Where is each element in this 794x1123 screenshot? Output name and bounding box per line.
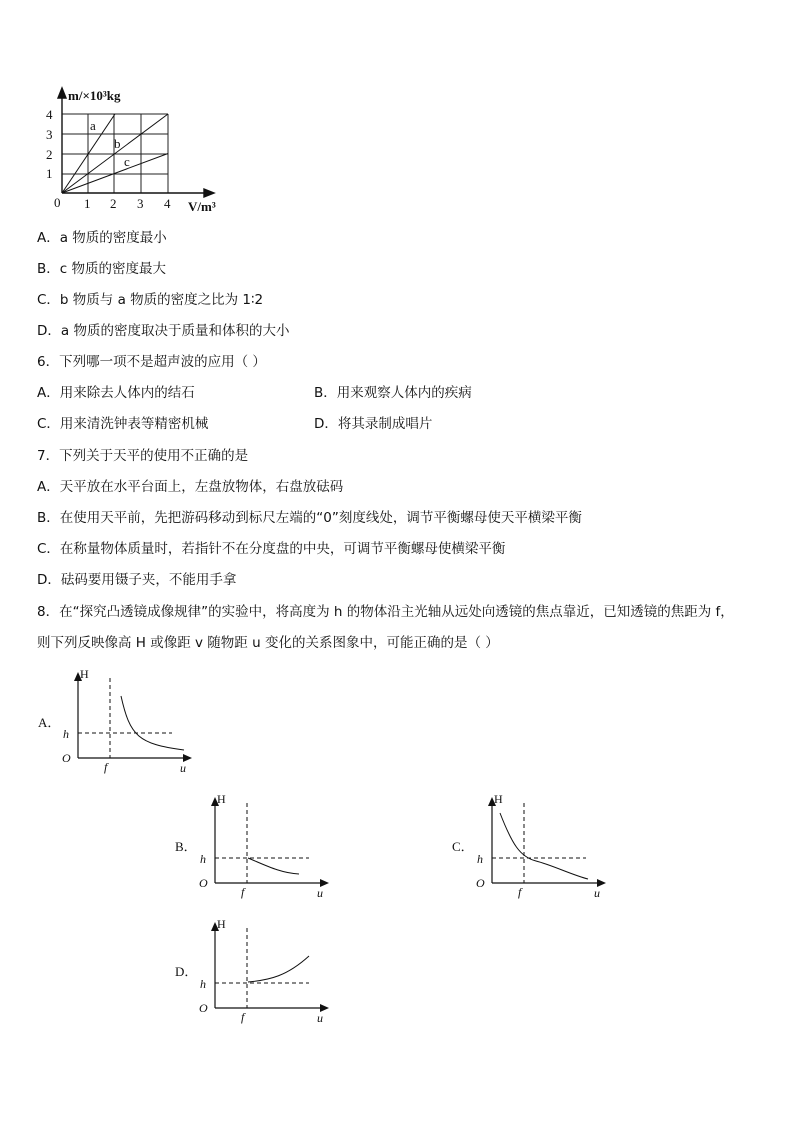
line-label-b: b — [114, 136, 121, 151]
graph-b-label: B． — [175, 839, 197, 854]
h-mark: h — [477, 852, 483, 866]
q7-option-d: D．砝码要用镊子夹，不能用手拿 — [37, 572, 237, 588]
axis-x-label: u — [594, 886, 600, 900]
line-label-c: c — [124, 154, 130, 169]
graph-c-label: C． — [452, 839, 474, 854]
y-tick: 4 — [46, 107, 53, 122]
graph-d-curve — [248, 956, 309, 982]
graph-a-label: A． — [38, 715, 61, 730]
graph-c-curve — [500, 813, 588, 879]
axis-y-label: H — [217, 917, 226, 931]
h-mark: h — [200, 977, 206, 991]
origin-label: O — [199, 876, 208, 890]
x-tick: 4 — [164, 196, 171, 211]
origin-label: O — [199, 1001, 208, 1015]
q7-stem: 7．下列关于天平的使用不正确的是 — [37, 448, 249, 464]
graph-a-curve — [121, 696, 184, 750]
q6-option-d: D．将其录制成唱片 — [314, 416, 433, 432]
q5-option-b: B．c 物质的密度最大 — [37, 261, 166, 277]
q6-option-a: A．用来除去人体内的结石 — [37, 385, 195, 401]
graph-d-label: D． — [175, 964, 198, 979]
h-mark: h — [63, 727, 69, 741]
axis-y-label: H — [494, 792, 503, 806]
x-tick: 1 — [84, 196, 91, 211]
q6-option-b: B．用来观察人体内的疾病 — [314, 385, 472, 401]
density-graph — [38, 82, 248, 218]
x-axis-label: V/m³ — [188, 199, 216, 214]
f-mark: f — [241, 1010, 245, 1024]
q7-option-c: C．在称量物体质量时，若指针不在分度盘的中央，可调节平衡螺母使横梁平衡 — [37, 541, 506, 557]
q5-option-c: C．b 物质与 a 物质的密度之比为 1∶2 — [37, 292, 264, 308]
x-tick: 2 — [110, 196, 117, 211]
origin-label: 0 — [54, 195, 61, 210]
origin-label: O — [62, 751, 71, 765]
y-axis-label: m/×10³kg — [68, 88, 121, 103]
axis-x-label: u — [317, 1011, 323, 1025]
f-mark: f — [104, 760, 108, 774]
q8-stem-line1: 8．在“探究凸透镜成像规律”的实验中，将高度为 h 的物体沿主光轴从远处向透镜的焦点靠近，已知透镜的焦距为 f， — [37, 604, 734, 620]
y-tick: 2 — [46, 147, 53, 162]
graph-a — [58, 664, 198, 776]
axis-x-label: u — [180, 761, 186, 775]
axis-y-label: H — [80, 667, 89, 681]
h-mark: h — [200, 852, 206, 866]
axis-y-label: H — [217, 792, 226, 806]
y-tick: 1 — [46, 166, 53, 181]
f-mark: f — [518, 885, 522, 899]
q5-option-d: D．a 物质的密度取决于质量和体积的大小 — [37, 323, 290, 339]
graph-d — [195, 914, 335, 1026]
axis-x-label: u — [317, 886, 323, 900]
graph-b — [195, 789, 335, 901]
q7-option-a: A．天平放在水平台面上，左盘放物体，右盘放砝码 — [37, 479, 344, 495]
graph-c — [472, 789, 612, 901]
q8-stem-line2: 则下列反映像高 H 或像距 v 随物距 u 变化的关系图象中，可能正确的是（ ） — [37, 635, 499, 651]
y-tick: 3 — [46, 127, 53, 142]
q6-option-c: C．用来清洗钟表等精密机械 — [37, 416, 209, 432]
graph-b-curve — [248, 858, 299, 874]
x-tick: 3 — [137, 196, 144, 211]
q6-stem: 6．下列哪一项不是超声波的应用（ ） — [37, 354, 266, 370]
q7-option-b: B．在使用天平前，先把游码移动到标尺左端的“0”刻度线处，调节平衡螺母使天平横梁平衡 — [37, 510, 582, 526]
density-line-c — [62, 154, 168, 194]
f-mark: f — [241, 885, 245, 899]
q5-option-a: A．a 物质的密度最小 — [37, 230, 167, 246]
line-label-a: a — [90, 118, 96, 133]
origin-label: O — [476, 876, 485, 890]
